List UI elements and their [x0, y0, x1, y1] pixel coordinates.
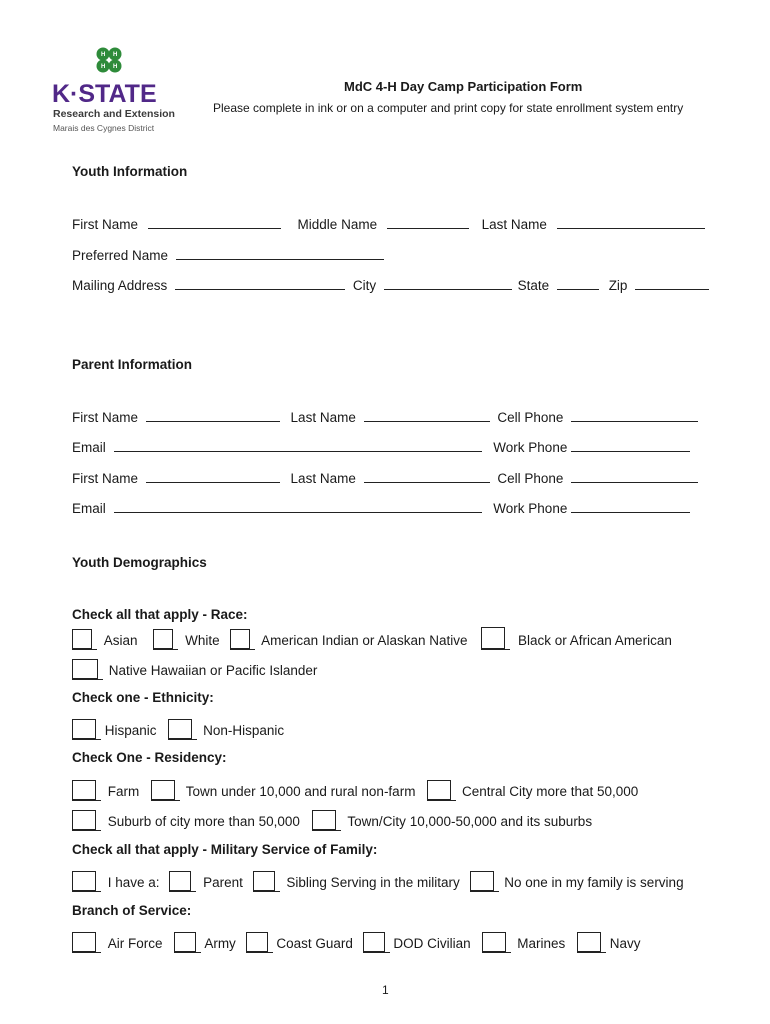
- residency-suburb-label: Suburb of city more than 50,000: [107, 814, 300, 829]
- branch-dod-civilian-option[interactable]: [363, 932, 390, 953]
- branch-army-checkbox[interactable]: [174, 932, 196, 952]
- youth-last-name-label: Last Name: [481, 217, 547, 232]
- parent1-work-phone-field[interactable]: [571, 439, 690, 452]
- military-no-one-option[interactable]: [470, 871, 499, 892]
- branch-air-force-checkbox[interactable]: [72, 932, 96, 952]
- parent2-cell-phone-label: Cell Phone: [497, 471, 564, 486]
- race-white-option[interactable]: [153, 629, 178, 650]
- military-sibling-label: Sibling Serving in the military: [286, 875, 460, 890]
- race-row-2: [72, 659, 317, 680]
- race-black-checkbox[interactable]: [481, 627, 505, 649]
- race-white-checkbox[interactable]: [153, 629, 173, 649]
- logo-wordmark: K·STATE: [52, 80, 157, 108]
- branch-label: Branch of Service:: [72, 903, 192, 918]
- parent2-email-row: [72, 500, 690, 517]
- branch-dod-civilian-checkbox[interactable]: [363, 932, 385, 952]
- residency-farm-option[interactable]: [72, 780, 101, 801]
- ethnicity-non-hispanic-label: Non-Hispanic: [203, 723, 285, 738]
- military-parent-label: Parent: [203, 875, 243, 890]
- parent1-name-row: [72, 409, 698, 426]
- race-asian-label: Asian: [103, 633, 138, 648]
- parent2-email-label: Email: [72, 501, 106, 516]
- parent2-last-name-label: Last Name: [290, 471, 356, 486]
- svg-text:H: H: [113, 64, 118, 70]
- parent1-cell-phone-field[interactable]: [571, 409, 698, 422]
- parent2-work-phone-label: Work Phone: [493, 501, 568, 516]
- svg-text:H: H: [101, 64, 106, 70]
- youth-city-label: City: [352, 278, 377, 293]
- race-american-indian-option[interactable]: [230, 629, 255, 650]
- youth-middle-name-label: Middle Name: [297, 217, 378, 232]
- branch-coast-guard-option[interactable]: [246, 932, 273, 953]
- kstate-logo: [52, 44, 175, 136]
- military-parent-option[interactable]: [169, 871, 196, 892]
- parent2-name-row: [72, 470, 698, 487]
- logo-line1: Research and Extension: [53, 108, 175, 120]
- military-i-have-label: I have a:: [107, 875, 160, 890]
- residency-farm-label: Farm: [107, 784, 140, 799]
- youth-preferred-name-label: Preferred Name: [72, 248, 169, 263]
- residency-town-under-option[interactable]: [151, 780, 180, 801]
- youth-address-row: [72, 277, 709, 294]
- parent2-work-phone-field[interactable]: [571, 500, 690, 513]
- branch-army-option[interactable]: [174, 932, 201, 953]
- youth-zip-label: Zip: [608, 278, 628, 293]
- youth-heading: Youth Information: [72, 164, 188, 179]
- residency-town-city-checkbox[interactable]: [312, 810, 336, 830]
- race-native-hawaiian-option[interactable]: [72, 659, 103, 680]
- branch-navy-label: Navy: [609, 936, 641, 951]
- form-subtitle: Please complete in ink or on a computer and print copy for state enrollment system entry: [213, 101, 684, 115]
- residency-central-city-checkbox[interactable]: [427, 780, 451, 800]
- branch-marines-label: Marines: [517, 936, 566, 951]
- branch-row: [72, 932, 641, 953]
- branch-army-label: Army: [204, 936, 236, 951]
- branch-navy-option[interactable]: [577, 932, 606, 953]
- parent1-first-name-label: First Name: [72, 410, 139, 425]
- youth-state-field[interactable]: [557, 277, 599, 290]
- race-native-hawaiian-checkbox[interactable]: [72, 659, 98, 679]
- youth-name-row: [72, 216, 705, 233]
- branch-air-force-label: Air Force: [107, 936, 163, 951]
- residency-central-city-option[interactable]: [427, 780, 456, 801]
- ethnicity-label: Check one - Ethnicity:: [72, 690, 214, 705]
- youth-first-name-label: First Name: [72, 217, 139, 232]
- race-white-label: White: [185, 633, 220, 648]
- residency-farm-checkbox[interactable]: [72, 780, 96, 800]
- ethnicity-non-hispanic-checkbox[interactable]: [168, 719, 192, 739]
- form-title: MdC 4-H Day Camp Participation Form: [344, 79, 583, 94]
- military-parent-checkbox[interactable]: [169, 871, 191, 891]
- svg-text:H: H: [101, 52, 106, 58]
- race-american-indian-label: American Indian or Alaskan Native: [261, 633, 468, 648]
- branch-navy-checkbox[interactable]: [577, 932, 601, 952]
- military-sibling-checkbox[interactable]: [253, 871, 275, 891]
- parent1-email-field[interactable]: [114, 439, 482, 452]
- youth-preferred-name-field[interactable]: [176, 247, 384, 260]
- race-asian-checkbox[interactable]: [72, 629, 92, 649]
- race-label: Check all that apply - Race:: [72, 607, 248, 622]
- residency-row-2: [72, 810, 592, 831]
- residency-town-under-label: Town under 10,000 and rural non-farm: [185, 784, 416, 799]
- parent-heading: Parent Information: [72, 357, 193, 372]
- residency-row-1: [72, 780, 638, 801]
- military-no-one-checkbox[interactable]: [470, 871, 494, 891]
- parent1-last-name-field[interactable]: [364, 409, 490, 422]
- clover-icon: [92, 44, 126, 78]
- parent2-first-name-label: First Name: [72, 471, 139, 486]
- military-i-have-option[interactable]: [72, 871, 101, 892]
- race-black-label: Black or African American: [518, 633, 672, 648]
- ethnicity-hispanic-option[interactable]: [72, 719, 101, 740]
- branch-marines-checkbox[interactable]: [482, 932, 506, 952]
- branch-coast-guard-label: Coast Guard: [276, 936, 353, 951]
- branch-coast-guard-checkbox[interactable]: [246, 932, 268, 952]
- race-black-option[interactable]: [481, 627, 510, 650]
- parent1-email-row: [72, 439, 690, 456]
- logo-line2: Marais des Cygnes District: [53, 123, 155, 133]
- residency-suburb-option[interactable]: [72, 810, 101, 831]
- military-i-have-checkbox[interactable]: [72, 871, 96, 891]
- residency-label: Check One - Residency:: [72, 750, 227, 765]
- svg-text:H: H: [113, 52, 118, 58]
- parent1-first-name-field[interactable]: [146, 409, 280, 422]
- military-no-one-label: No one in my family is serving: [504, 875, 684, 890]
- youth-mailing-address-label: Mailing Address: [72, 278, 168, 293]
- parent2-email-field[interactable]: [114, 500, 482, 513]
- branch-dod-civilian-label: DOD Civilian: [393, 936, 471, 951]
- residency-suburb-checkbox[interactable]: [72, 810, 96, 830]
- youth-mailing-address-field[interactable]: [175, 277, 345, 290]
- race-row-1: [72, 627, 672, 650]
- residency-town-city-option[interactable]: [312, 810, 341, 831]
- residency-town-city-label: Town/City 10,000-50,000 and its suburbs: [347, 814, 593, 829]
- youth-city-field[interactable]: [384, 277, 512, 290]
- ethnicity-hispanic-checkbox[interactable]: [72, 719, 96, 739]
- parent2-cell-phone-field[interactable]: [571, 470, 698, 483]
- parent1-email-label: Email: [72, 440, 106, 455]
- youth-preferred-row: [72, 247, 384, 264]
- demographics-heading: Youth Demographics: [72, 555, 207, 570]
- residency-central-city-label: Central City more that 50,000: [461, 784, 639, 799]
- youth-zip-field[interactable]: [635, 277, 709, 290]
- parent2-first-name-field[interactable]: [146, 470, 280, 483]
- race-asian-option[interactable]: [72, 629, 97, 650]
- youth-last-name-field[interactable]: [557, 216, 705, 229]
- ethnicity-row: [72, 719, 284, 740]
- parent1-last-name-label: Last Name: [290, 410, 356, 425]
- military-sibling-option[interactable]: [253, 871, 280, 892]
- youth-state-label: State: [517, 278, 550, 293]
- parent2-last-name-field[interactable]: [364, 470, 490, 483]
- residency-town-under-checkbox[interactable]: [151, 780, 175, 800]
- race-native-hawaiian-label: Native Hawaiian or Pacific Islander: [108, 663, 318, 678]
- parent1-work-phone-label: Work Phone: [493, 440, 568, 455]
- page-number: 1: [382, 983, 389, 997]
- ethnicity-non-hispanic-option[interactable]: [168, 719, 197, 740]
- military-label: Check all that apply - Military Service of Family:: [72, 842, 378, 857]
- branch-air-force-option[interactable]: [72, 932, 101, 953]
- parent1-cell-phone-label: Cell Phone: [497, 410, 564, 425]
- military-row: [72, 871, 684, 892]
- youth-first-name-field[interactable]: [148, 216, 281, 229]
- race-american-indian-checkbox[interactable]: [230, 629, 250, 649]
- ethnicity-hispanic-label: Hispanic: [104, 723, 157, 738]
- branch-marines-option[interactable]: [482, 932, 511, 953]
- youth-middle-name-field[interactable]: [387, 216, 469, 229]
